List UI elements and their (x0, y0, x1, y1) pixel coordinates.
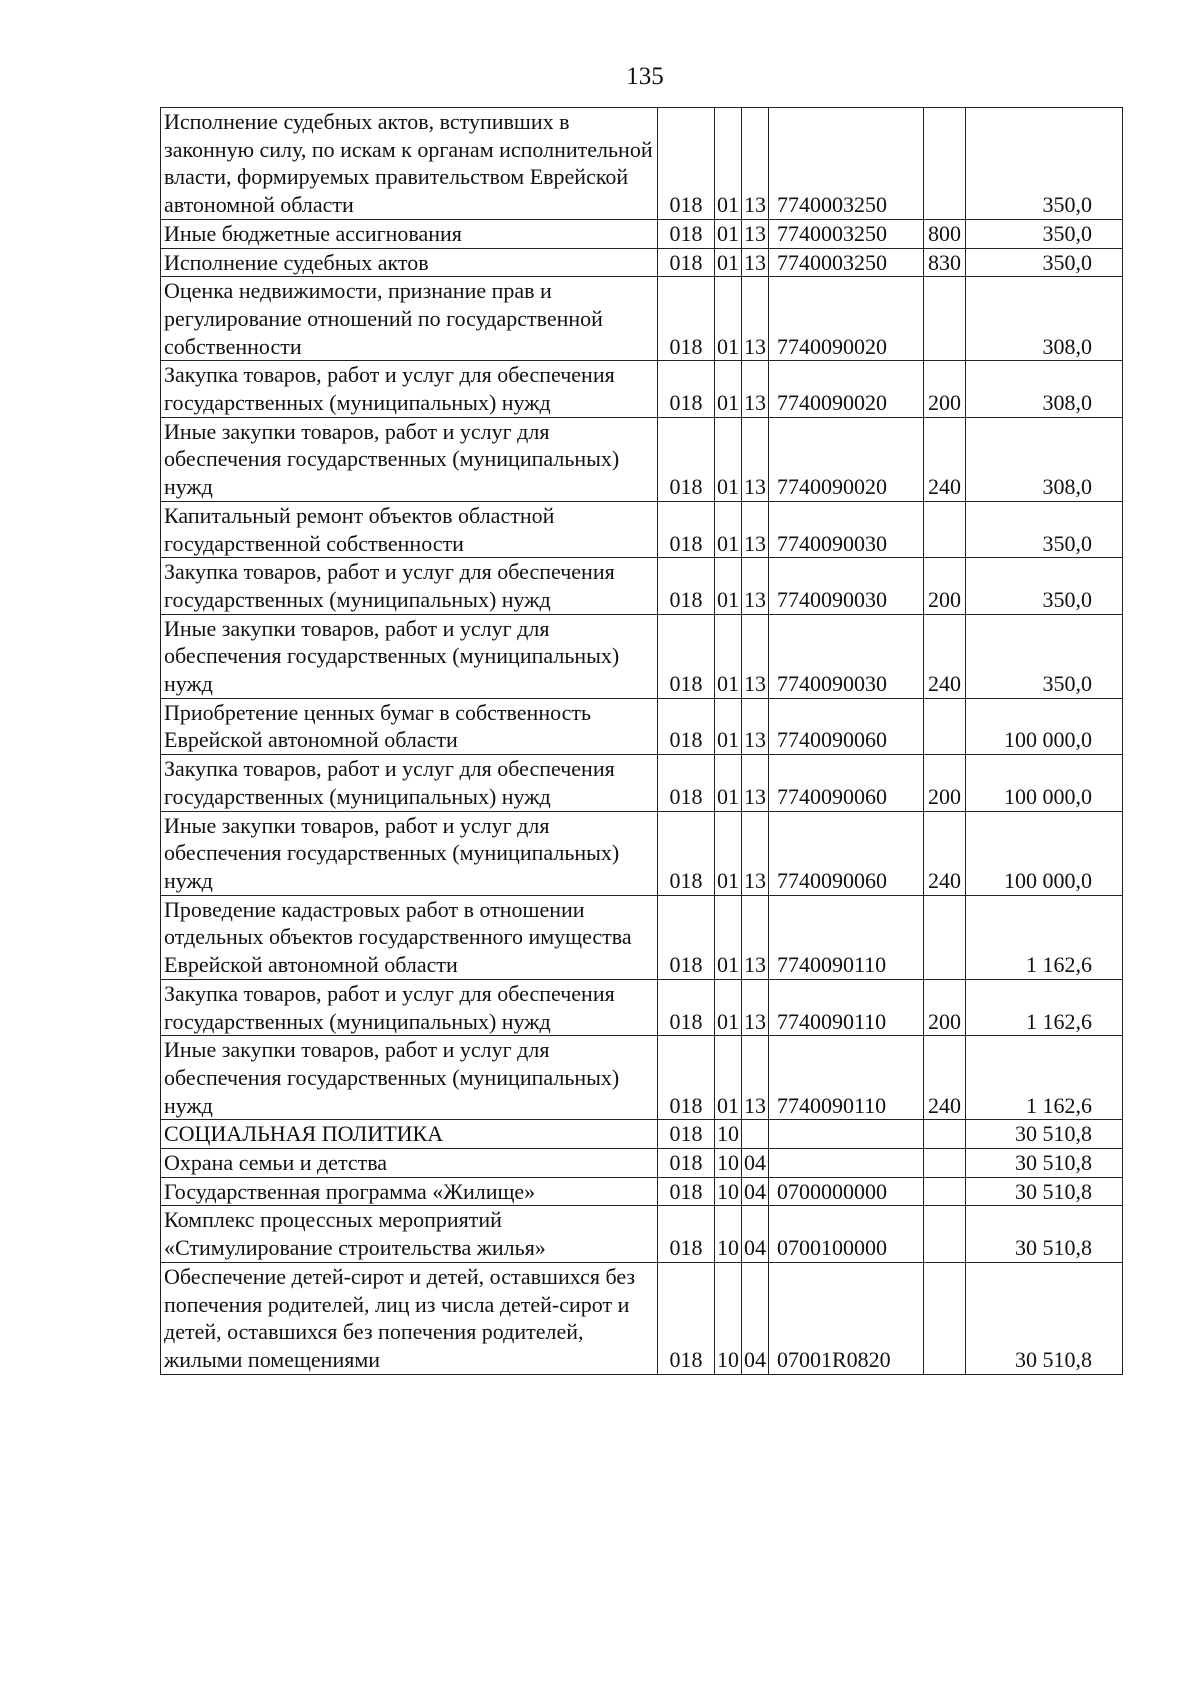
row-target-article-code: 7740090110 (769, 1036, 924, 1120)
row-expense-type-code (924, 1149, 966, 1178)
row-ved-code: 018 (658, 361, 715, 417)
budget-table-body (161, 108, 1123, 1375)
row-expense-type-code (924, 698, 966, 754)
row-section-code: 01 (715, 501, 742, 557)
row-name: Иные закупки товаров, работ и услуг для обеспечения государственных (муниципальных) нужд (161, 614, 658, 698)
table-row (161, 1177, 1123, 1206)
row-target-article-code: 7740090020 (769, 361, 924, 417)
table-row (161, 361, 1123, 417)
row-section-code: 01 (715, 698, 742, 754)
row-expense-type-code: 800 (924, 219, 966, 248)
row-section-code: 01 (715, 755, 742, 811)
row-ved-code: 018 (658, 1206, 715, 1262)
row-subsection-code: 13 (742, 501, 769, 557)
row-section-code: 10 (715, 1120, 742, 1149)
row-expense-type-code: 200 (924, 755, 966, 811)
row-name: Проведение кадастровых работ в отношении отдельных объектов государственного имущества Еврейской автономной области (161, 895, 658, 979)
row-amount: 308,0 (966, 277, 1123, 361)
table-row (161, 558, 1123, 614)
table-row (161, 417, 1123, 501)
row-section-code: 01 (715, 219, 742, 248)
page-number: 135 (626, 63, 664, 90)
row-subsection-code: 13 (742, 755, 769, 811)
row-expense-type-code (924, 1177, 966, 1206)
row-amount: 30 510,8 (966, 1177, 1123, 1206)
row-expense-type-code: 240 (924, 811, 966, 895)
row-ved-code: 018 (658, 698, 715, 754)
row-subsection-code: 13 (742, 895, 769, 979)
table-row (161, 108, 1123, 220)
row-name: Приобретение ценных бумаг в собственность Еврейской автономной области (161, 698, 658, 754)
row-section-code: 10 (715, 1206, 742, 1262)
row-name: Закупка товаров, работ и услуг для обеспечения государственных (муниципальных) нужд (161, 979, 658, 1035)
row-ved-code: 018 (658, 811, 715, 895)
row-target-article-code: 7740090110 (769, 979, 924, 1035)
row-amount: 1 162,6 (966, 895, 1123, 979)
row-section-code: 01 (715, 895, 742, 979)
row-ved-code: 018 (658, 248, 715, 277)
row-amount: 308,0 (966, 361, 1123, 417)
table-row (161, 1120, 1123, 1149)
row-subsection-code: 13 (742, 811, 769, 895)
row-amount: 350,0 (966, 248, 1123, 277)
row-section-code: 10 (715, 1149, 742, 1178)
row-expense-type-code (924, 1120, 966, 1149)
row-expense-type-code: 200 (924, 361, 966, 417)
row-target-article-code: 7740090030 (769, 501, 924, 557)
row-target-article-code (769, 1120, 924, 1149)
row-expense-type-code (924, 501, 966, 557)
row-ved-code: 018 (658, 277, 715, 361)
row-section-code: 01 (715, 558, 742, 614)
row-expense-type-code: 830 (924, 248, 966, 277)
row-ved-code: 018 (658, 219, 715, 248)
row-name: Оценка недвижимости, признание прав и регулирование отношений по государственной собственности (161, 277, 658, 361)
row-expense-type-code: 240 (924, 1036, 966, 1120)
row-ved-code: 018 (658, 1177, 715, 1206)
table-row (161, 1206, 1123, 1262)
row-section-code: 01 (715, 614, 742, 698)
row-ved-code: 018 (658, 755, 715, 811)
row-expense-type-code (924, 108, 966, 220)
row-name: Капитальный ремонт объектов областной государственной собственности (161, 501, 658, 557)
row-target-article-code (769, 1149, 924, 1178)
row-subsection-code: 13 (742, 248, 769, 277)
row-amount: 1 162,6 (966, 1036, 1123, 1120)
row-amount: 350,0 (966, 614, 1123, 698)
row-target-article-code: 7740090020 (769, 277, 924, 361)
row-target-article-code: 7740003250 (769, 248, 924, 277)
row-name: Иные закупки товаров, работ и услуг для обеспечения государственных (муниципальных) нужд (161, 811, 658, 895)
row-ved-code: 018 (658, 417, 715, 501)
budget-table (160, 107, 1123, 1375)
row-subsection-code: 04 (742, 1262, 769, 1374)
table-row (161, 1262, 1123, 1374)
row-target-article-code: 7740090110 (769, 895, 924, 979)
row-subsection-code: 13 (742, 1036, 769, 1120)
row-amount: 30 510,8 (966, 1149, 1123, 1178)
row-ved-code: 018 (658, 614, 715, 698)
row-amount: 30 510,8 (966, 1206, 1123, 1262)
row-name: Охрана семьи и детства (161, 1149, 658, 1178)
table-row (161, 811, 1123, 895)
row-name: Иные закупки товаров, работ и услуг для обеспечения государственных (муниципальных) нужд (161, 1036, 658, 1120)
row-amount: 30 510,8 (966, 1120, 1123, 1149)
row-section-code: 10 (715, 1177, 742, 1206)
row-subsection-code: 13 (742, 698, 769, 754)
row-ved-code: 018 (658, 558, 715, 614)
table-row (161, 1036, 1123, 1120)
row-name: Закупка товаров, работ и услуг для обеспечения государственных (муниципальных) нужд (161, 558, 658, 614)
row-ved-code: 018 (658, 895, 715, 979)
row-subsection-code (742, 1120, 769, 1149)
row-ved-code: 018 (658, 979, 715, 1035)
row-subsection-code: 13 (742, 108, 769, 220)
row-section-code: 01 (715, 811, 742, 895)
table-row (161, 698, 1123, 754)
row-section-code: 01 (715, 417, 742, 501)
row-subsection-code: 13 (742, 277, 769, 361)
row-amount: 350,0 (966, 558, 1123, 614)
row-subsection-code: 13 (742, 219, 769, 248)
row-subsection-code: 13 (742, 614, 769, 698)
row-subsection-code: 13 (742, 417, 769, 501)
row-amount: 350,0 (966, 501, 1123, 557)
row-amount: 100 000,0 (966, 811, 1123, 895)
row-amount: 30 510,8 (966, 1262, 1123, 1374)
row-expense-type-code (924, 1206, 966, 1262)
row-expense-type-code: 200 (924, 558, 966, 614)
table-row (161, 219, 1123, 248)
row-subsection-code: 13 (742, 361, 769, 417)
row-name: Закупка товаров, работ и услуг для обеспечения государственных (муниципальных) нужд (161, 361, 658, 417)
row-name: Государственная программа «Жилище» (161, 1177, 658, 1206)
row-amount: 350,0 (966, 219, 1123, 248)
row-name: Иные закупки товаров, работ и услуг для обеспечения государственных (муниципальных) нужд (161, 417, 658, 501)
row-target-article-code: 7740090030 (769, 558, 924, 614)
row-expense-type-code (924, 895, 966, 979)
row-section-code: 01 (715, 248, 742, 277)
row-amount: 100 000,0 (966, 698, 1123, 754)
row-subsection-code: 13 (742, 558, 769, 614)
row-amount: 1 162,6 (966, 979, 1123, 1035)
table-row (161, 895, 1123, 979)
row-name: Закупка товаров, работ и услуг для обеспечения государственных (муниципальных) нужд (161, 755, 658, 811)
table-row (161, 614, 1123, 698)
row-target-article-code: 7740003250 (769, 219, 924, 248)
row-target-article-code: 0700000000 (769, 1177, 924, 1206)
row-section-code: 01 (715, 979, 742, 1035)
table-row (161, 248, 1123, 277)
row-target-article-code: 7740003250 (769, 108, 924, 220)
row-amount: 308,0 (966, 417, 1123, 501)
row-amount: 100 000,0 (966, 755, 1123, 811)
row-ved-code: 018 (658, 1036, 715, 1120)
row-ved-code: 018 (658, 501, 715, 557)
row-section-code: 01 (715, 361, 742, 417)
table-row (161, 979, 1123, 1035)
row-ved-code: 018 (658, 1120, 715, 1149)
row-ved-code: 018 (658, 108, 715, 220)
row-subsection-code: 04 (742, 1206, 769, 1262)
row-target-article-code: 7740090030 (769, 614, 924, 698)
row-name: Комплекс процессных мероприятий «Стимулирование строительства жилья» (161, 1206, 658, 1262)
row-name: Обеспечение детей-сирот и детей, оставшихся без попечения родителей, лиц из числа детей-сирот и детей, оставшихся без попечения родителей, жилыми помещениями (161, 1262, 658, 1374)
row-target-article-code: 7740090060 (769, 811, 924, 895)
row-expense-type-code (924, 277, 966, 361)
row-section-code: 01 (715, 1036, 742, 1120)
row-target-article-code: 7740090060 (769, 755, 924, 811)
row-amount: 350,0 (966, 108, 1123, 220)
row-expense-type-code: 240 (924, 417, 966, 501)
table-row (161, 755, 1123, 811)
row-target-article-code: 7740090060 (769, 698, 924, 754)
row-ved-code: 018 (658, 1262, 715, 1374)
row-subsection-code: 13 (742, 979, 769, 1035)
row-subsection-code: 04 (742, 1149, 769, 1178)
row-name: Исполнение судебных актов (161, 248, 658, 277)
row-expense-type-code: 240 (924, 614, 966, 698)
row-target-article-code: 0700100000 (769, 1206, 924, 1262)
row-name: Иные бюджетные ассигнования (161, 219, 658, 248)
row-expense-type-code (924, 1262, 966, 1374)
table-row (161, 501, 1123, 557)
row-ved-code: 018 (658, 1149, 715, 1178)
row-section-code: 01 (715, 108, 742, 220)
table-row (161, 277, 1123, 361)
row-expense-type-code: 200 (924, 979, 966, 1035)
table-row (161, 1149, 1123, 1178)
row-target-article-code: 7740090020 (769, 417, 924, 501)
row-section-code: 01 (715, 277, 742, 361)
row-section-code: 10 (715, 1262, 742, 1374)
row-subsection-code: 04 (742, 1177, 769, 1206)
row-target-article-code: 07001R0820 (769, 1262, 924, 1374)
row-name: Исполнение судебных актов, вступивших в законную силу, по искам к органам исполнительной власти, формируемых правительством Еврейской автономной области (161, 108, 658, 220)
row-name: СОЦИАЛЬНАЯ ПОЛИТИКА (161, 1120, 658, 1149)
